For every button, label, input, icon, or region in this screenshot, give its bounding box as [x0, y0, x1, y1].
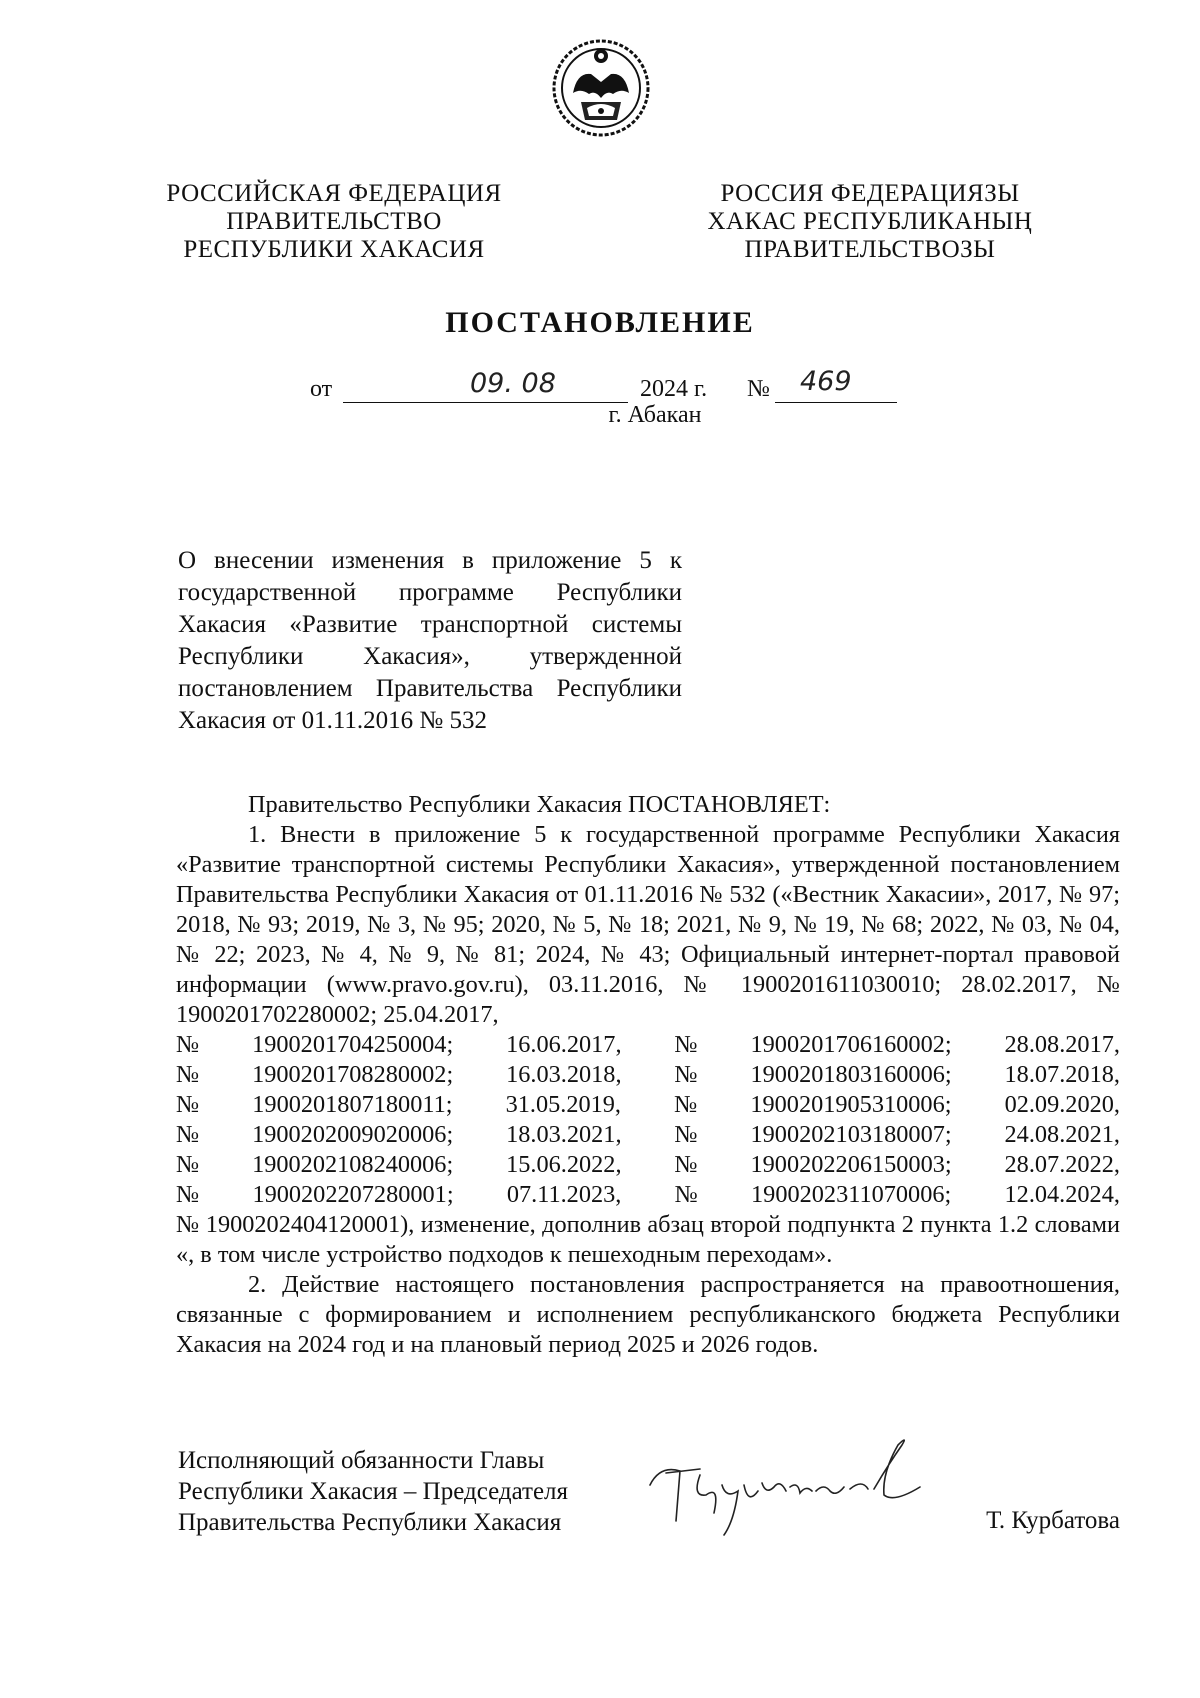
city-label: г. Абакан [608, 402, 702, 428]
number-label: № [747, 376, 770, 402]
registry-cell: № [176, 1031, 200, 1058]
registry-cell: № [674, 1151, 698, 1178]
registry-cell: 28.08.2017, [1004, 1031, 1120, 1058]
body-item-2: 2. Действие настоящего постановления распространяется на правоотношения, связанные с формированием и исполнением республиканского бюджета Республики Хакасия на 2024 год и на плановый период 2025 и 2026 годов. [176, 1271, 1120, 1358]
registry-cell: 1900201905310006; [750, 1091, 952, 1118]
registry-cell: № [176, 1151, 200, 1178]
signatory-position [178, 1445, 618, 1538]
document-body [176, 790, 1120, 1360]
signatory-line-3: Правительства Республики Хакасия [178, 1509, 562, 1536]
registry-cell: № [674, 1091, 698, 1118]
registry-cell: 24.08.2021, [1004, 1121, 1120, 1148]
date-handwritten: 09. 08 [470, 368, 556, 399]
registry-cell: № [674, 1061, 698, 1088]
registry-cell: 1900202207280001; [252, 1181, 454, 1208]
document-subject: О внесении изменения в приложение 5 к государственной программе Республики Хакасия «Развитие транспортной системы Республики Хакасия», утвержденной постановлением Правительства Республики Хакасия от 01.11.2016 № 532 [178, 547, 682, 734]
registry-cell: № [176, 1121, 200, 1148]
registry-cell: 1900201706160002; [750, 1031, 952, 1058]
registry-cell: 1900202009020006; [252, 1121, 454, 1148]
signatory-line-1: Исполняющий обязанности Главы [178, 1447, 545, 1474]
registry-row [176, 1060, 1120, 1090]
registry-cell: 16.06.2017, [506, 1031, 622, 1058]
registry-cell: 1900202206150003; [750, 1151, 952, 1178]
header-right-line-1: РОССИЯ ФЕДЕРАЦИЯЗЫ [720, 180, 1020, 207]
registry-cell: 1900202311070006; [751, 1181, 952, 1208]
body-item-1: 1. Внести в приложение 5 к государственной программе Республики Хакасия «Развитие транспортной системы Республики Хакасия», утвержденной постановлением Правительства Республики Хакасия от 01.11.2016 № 532 («Вестник Хакасии», 2017, № 97; 2018, № 93; 2019, № 3, № 95; 2020, № 5, № 18; 2021, № 9, № 19, № 68; 2022, № 03, № 04, № 22; 2023, № 4, № 9, № 81; 2024, № 43; Официальный интернет-портал правовой информации (www.pravo.gov.ru), 03.11.2016, № 1900201611030010; 28.02.2017, № 1900201702280002; 25.04.2017, [176, 821, 1120, 1028]
registry-cell: № [674, 1121, 698, 1148]
number-handwritten: 469 [800, 366, 852, 397]
registry-cell: 18.07.2018, [1004, 1061, 1120, 1088]
registry-cell: 02.09.2020, [1004, 1091, 1120, 1118]
registry-cell: 1900201807180011; [252, 1091, 453, 1118]
handwritten-signature [640, 1425, 950, 1545]
header-left-line-3: РЕСПУБЛИКИ ХАКАСИЯ [183, 236, 485, 263]
registry-cell: № [176, 1181, 200, 1208]
registry-cell: 1900202103180007; [750, 1121, 952, 1148]
registry-cell: 1900202108240006; [252, 1151, 454, 1178]
registry-cell: № [176, 1061, 200, 1088]
date-year: 2024 г. [640, 376, 708, 402]
registry-cell: 16.03.2018, [506, 1061, 622, 1088]
registry-cell: 1900201704250004; [252, 1031, 454, 1058]
header-left-block [160, 180, 508, 264]
registry-cell: 28.07.2022, [1004, 1151, 1120, 1178]
date-line [0, 366, 1200, 406]
header-right-line-2: ХАКАС РЕСПУБЛИКАНЫҢ [707, 208, 1033, 235]
signatory-name: Т. Курбатова [986, 1507, 1120, 1534]
registry-cell: 1900201803160006; [750, 1061, 952, 1088]
registry-row [176, 1030, 1120, 1060]
registry-row [176, 1120, 1120, 1150]
header-left-line-1: РОССИЙСКАЯ ФЕДЕРАЦИЯ [166, 180, 502, 207]
registry-cell: № [674, 1031, 698, 1058]
registry-cell: 15.06.2022, [506, 1151, 622, 1178]
registry-cell: 12.04.2024, [1004, 1181, 1120, 1208]
registry-row [176, 1180, 1120, 1210]
registry-cell: 18.03.2021, [506, 1121, 622, 1148]
registry-row [176, 1150, 1120, 1180]
body-intro: Правительство Республики Хакасия ПОСТАНОВЛЯЕТ: [248, 791, 831, 818]
registry-cell: 07.11.2023, [506, 1181, 622, 1208]
header-right-block [690, 180, 1050, 264]
header-right-line-3: ПРАВИТЕЛЬСТВОЗЫ [744, 236, 996, 263]
document-title: ПОСТАНОВЛЕНИЕ [445, 306, 755, 339]
registry-cell: № [674, 1181, 698, 1208]
date-from-label: от [310, 376, 333, 402]
registry-cell: 1900201708280002; [252, 1061, 454, 1088]
header-left-line-2: ПРАВИТЕЛЬСТВО [226, 208, 442, 235]
registry-table [176, 1030, 1120, 1210]
registry-cell: 31.05.2019, [505, 1091, 621, 1118]
registry-cell: № [176, 1091, 200, 1118]
registry-row [176, 1090, 1120, 1120]
body-item-1-tail: № 1900202404120001), изменение, дополнив абзац второй подпункта 2 пункта 1.2 словами «, в том числе устройство подходов к пешеходным переходам». [176, 1211, 1120, 1268]
republic-emblem-icon [551, 38, 651, 138]
signatory-line-2: Республики Хакасия – Председателя [178, 1478, 569, 1505]
